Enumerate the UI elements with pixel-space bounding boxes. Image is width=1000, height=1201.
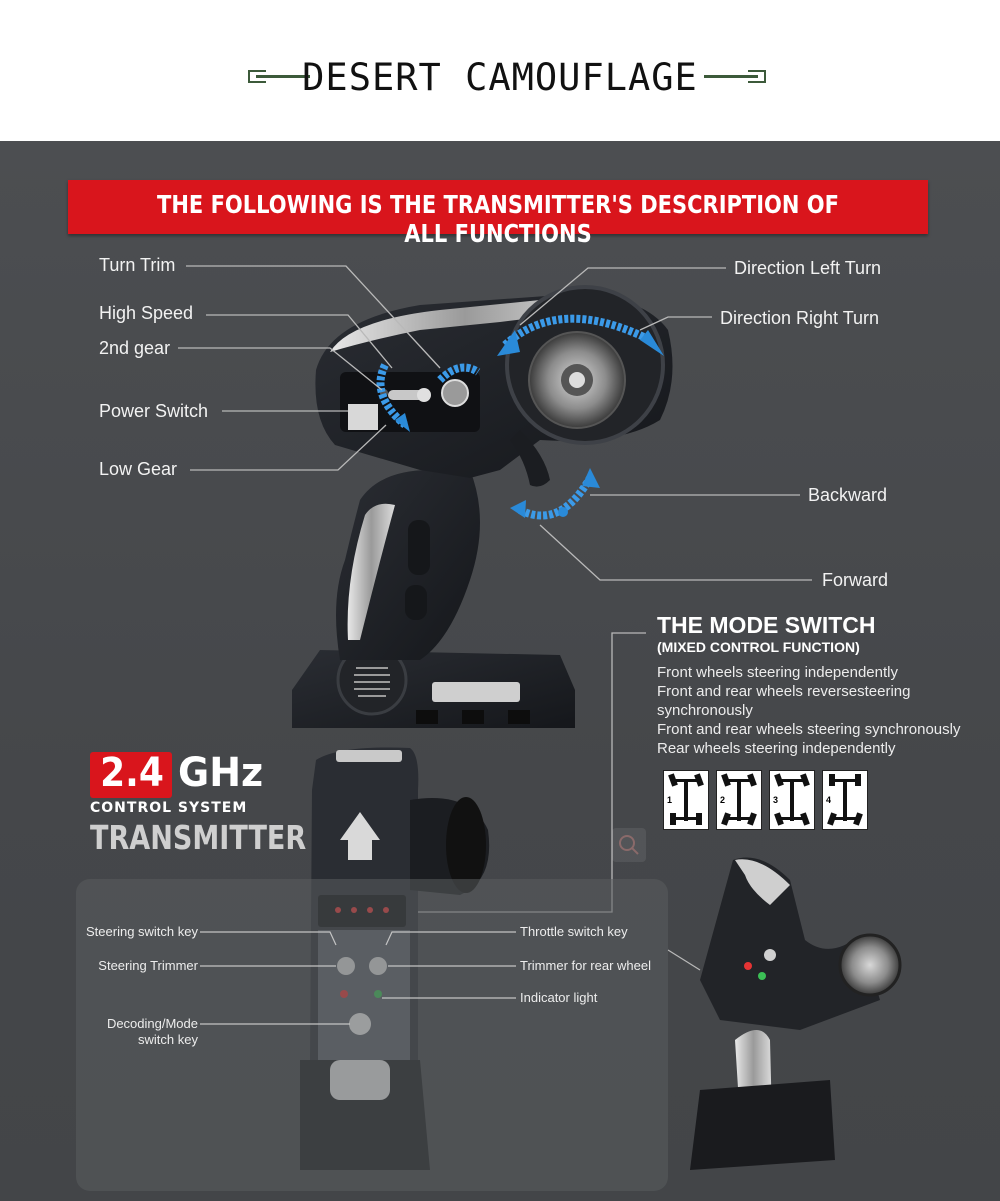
logo-product: TRANSMITTER: [90, 818, 307, 857]
label-trimmer-rear: Trimmer for rear wheel: [520, 958, 651, 973]
label-steering-switch: Steering switch key: [86, 924, 198, 939]
label-throttle-switch: Throttle switch key: [520, 924, 628, 939]
label-decoding-line2: switch key: [138, 1032, 198, 1047]
callout-backward: Backward: [808, 485, 888, 505]
banner-text: THE FOLLOWING IS THE TRANSMITTER'S DESCRIPTION OF ALL FUNCTIONS: [157, 190, 839, 248]
mode-switch-subtitle: (MIXED CONTROL FUNCTION): [657, 639, 860, 655]
mode-line-1: Front wheels steering independently: [657, 664, 898, 681]
callout-power-switch: Power Switch: [99, 401, 209, 421]
mode-icon-number: 2: [720, 795, 726, 805]
label-steering-trimmer: Steering Trimmer: [98, 958, 198, 973]
callout-forward: Forward: [822, 570, 889, 590]
mode-line-5: Rear wheels steering independently: [657, 740, 896, 757]
mode-switch-title: THE MODE SWITCH: [657, 612, 876, 638]
callout-high-speed: High Speed: [99, 303, 194, 323]
callout-second-gear: 2nd gear: [99, 338, 171, 358]
mode-icon-number: 4: [826, 795, 832, 805]
label-indicator: Indicator light: [520, 990, 598, 1005]
logo-number: 2.4: [100, 750, 164, 796]
mode-icon-number: 3: [773, 795, 779, 805]
callout-turn-trim: Turn Trim: [99, 255, 176, 275]
callout-direction-right: Direction Right Turn: [720, 308, 880, 328]
callout-low-gear: Low Gear: [99, 459, 178, 479]
mode-line-4: Front and rear wheels steering synchronously: [657, 721, 961, 738]
mode-icon-number: 1: [667, 795, 673, 805]
logo-system: CONTROL SYSTEM: [90, 800, 248, 816]
callout-direction-left: Direction Left Turn: [734, 258, 882, 278]
mode-line-3: synchronously: [657, 702, 753, 719]
logo-unit: GHz: [178, 750, 264, 796]
page-title: DESERT CAMOUFLAGE: [302, 56, 698, 99]
label-decoding-line1: Decoding/Mode: [106, 1016, 198, 1031]
mode-line-2: Front and rear wheels reversesteering: [657, 683, 911, 700]
